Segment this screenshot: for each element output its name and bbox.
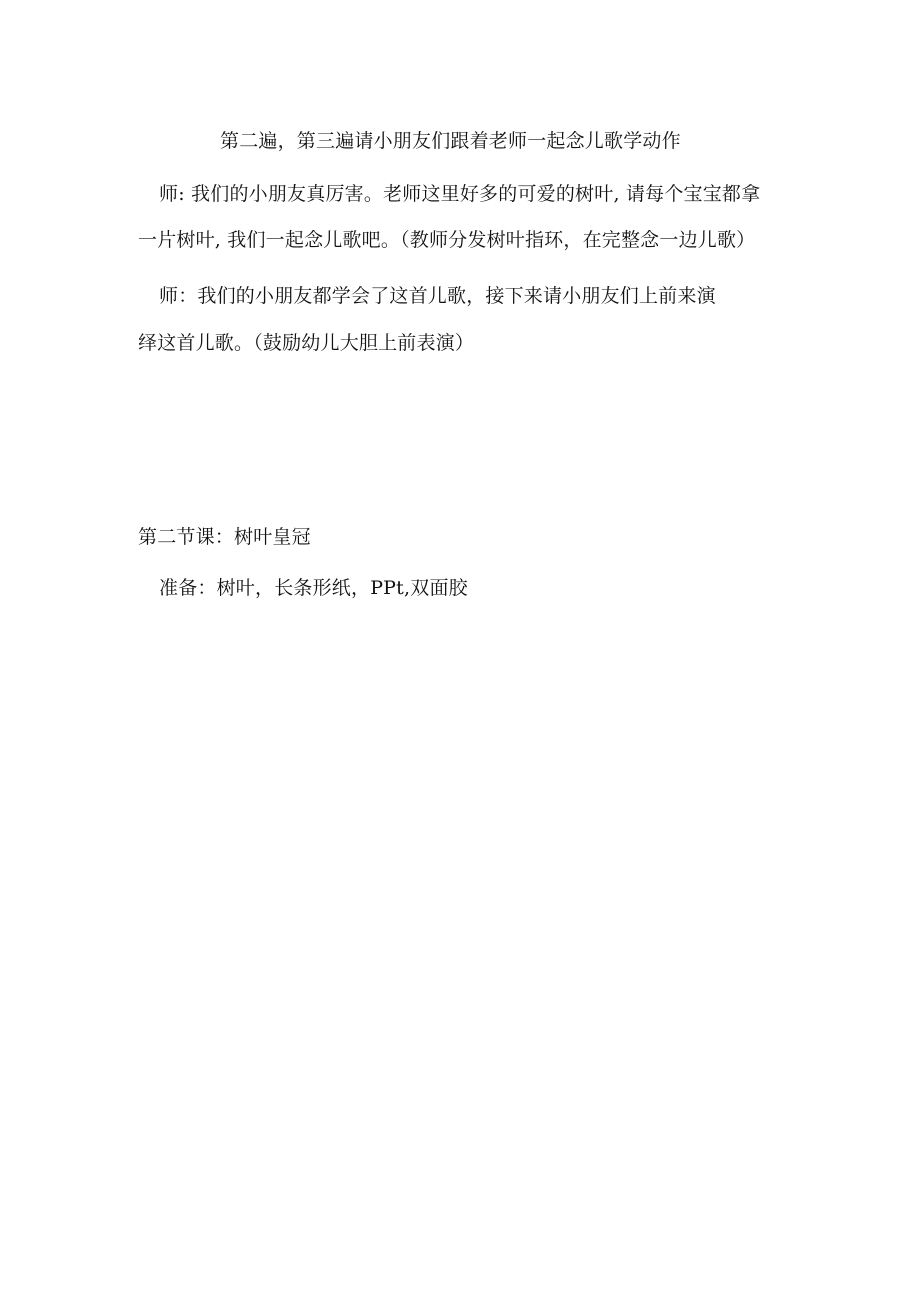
teacher-speech-line-2: 师：我们的小朋友都学会了这首儿歌，接下来请小朋友们上前来演 xyxy=(159,285,716,307)
teacher-speech-line-2-cont: 绎这首儿歌。（鼓励幼儿大胆上前表演） xyxy=(138,332,475,354)
lesson-heading: 第二节课：树叶皇冠 xyxy=(138,526,311,548)
teacher-speech-line-1-cont: 一片树叶, 我们一起念儿歌吧。（教师分发树叶指环，在完整念一边儿歌） xyxy=(138,229,756,251)
teacher-speech-line-1: 师: 我们的小朋友真厉害。老师这里好多的可爱的树叶, 请每个宝宝都拿 xyxy=(159,183,761,205)
instruction-line: 第二遍，第三遍请小朋友们跟着老师一起念儿歌学动作 xyxy=(220,130,681,152)
preparation-line: 准备：树叶，长条形纸，PPt,双面胶 xyxy=(159,577,468,599)
